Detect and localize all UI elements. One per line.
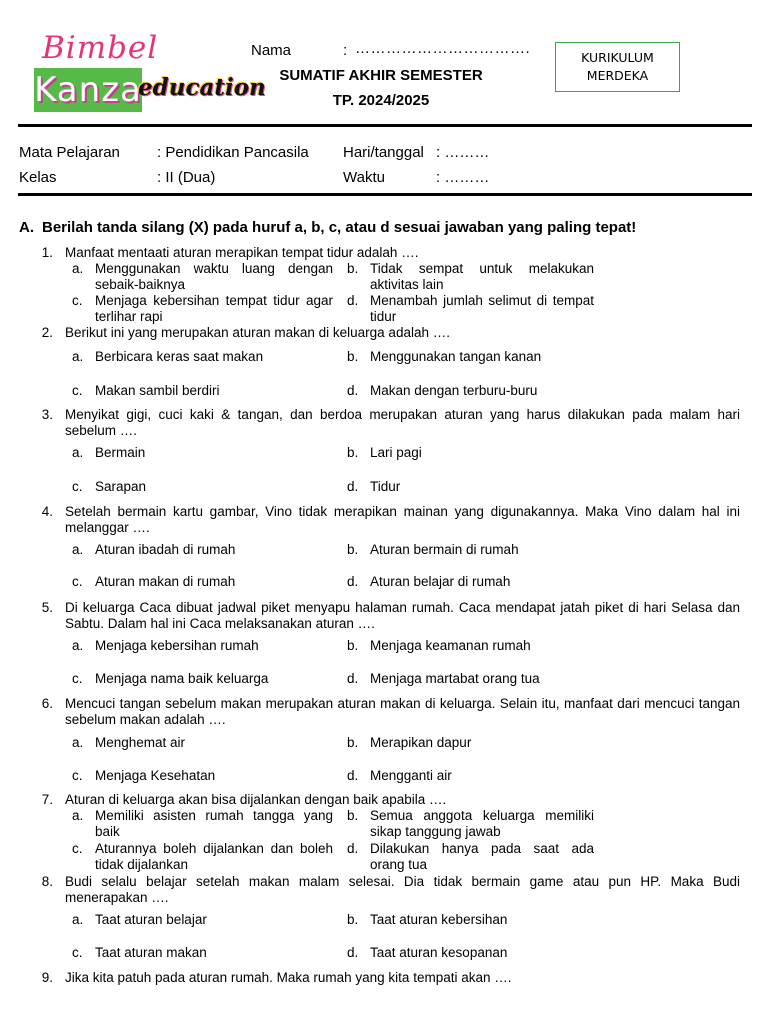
name-blank-field: ……………………………. bbox=[355, 40, 531, 57]
option-text: Taat aturan belajar bbox=[95, 912, 207, 927]
day-value: : ……… bbox=[436, 144, 490, 161]
option-text: Tidur bbox=[370, 479, 401, 494]
option-letter: d. bbox=[347, 671, 359, 686]
option-letter: a. bbox=[72, 912, 84, 927]
option-text: Dilakukan hanya pada saat ada orang tua bbox=[370, 841, 594, 872]
question-number: 2. bbox=[41, 325, 53, 340]
option-letter: d. bbox=[347, 945, 359, 960]
curriculum-badge bbox=[555, 42, 680, 92]
option-letter: d. bbox=[347, 293, 359, 308]
question-text: Berikut ini yang merupakan aturan makan di keluarga adalah …. bbox=[65, 325, 450, 340]
option-text: Aturan makan di rumah bbox=[95, 574, 236, 589]
option-letter: d. bbox=[347, 574, 359, 589]
logo-bimbel-text: Bimbel bbox=[42, 30, 159, 66]
question-text: Jika kita patuh pada aturan rumah. Maka rumah yang kita tempati akan …. bbox=[65, 970, 512, 985]
option-letter: b. bbox=[347, 542, 359, 557]
option-text: Tidak sempat untuk melakukan aktivitas lain bbox=[370, 261, 594, 292]
option-letter: b. bbox=[347, 808, 359, 823]
option-letter: c. bbox=[72, 383, 83, 398]
option-letter: b. bbox=[347, 445, 359, 460]
day-label: Hari/tanggal bbox=[343, 144, 424, 161]
option-letter: c. bbox=[72, 479, 83, 494]
option-text: Berbicara keras saat makan bbox=[95, 349, 264, 364]
option-text: Sarapan bbox=[95, 479, 147, 494]
option-text: Semua anggota keluarga memiliki sikap tanggung jawab bbox=[370, 808, 594, 839]
option-text: Menjaga keamanan rumah bbox=[370, 638, 531, 653]
subject-label: Mata Pelajaran bbox=[19, 144, 120, 161]
option-text: Aturannya boleh dijalankan dan boleh tidak dijalankan bbox=[95, 841, 333, 872]
question-number: 7. bbox=[41, 792, 53, 807]
option-letter: b. bbox=[347, 261, 359, 276]
time-label: Waktu bbox=[343, 169, 385, 186]
option-letter: d. bbox=[347, 479, 359, 494]
option-letter: b. bbox=[347, 349, 359, 364]
question-number: 5. bbox=[41, 600, 53, 615]
option-letter: b. bbox=[347, 912, 359, 927]
question-number: 6. bbox=[41, 696, 53, 711]
question-number: 1. bbox=[41, 245, 53, 260]
question-number: 4. bbox=[41, 504, 53, 519]
question-number: 3. bbox=[41, 407, 53, 422]
header-divider bbox=[18, 124, 752, 127]
question-text: Manfaat mentaati aturan merapikan tempat tidur adalah …. bbox=[65, 245, 419, 260]
option-letter: b. bbox=[347, 735, 359, 750]
option-text: Bermain bbox=[95, 445, 146, 460]
option-text: Menjaga Kesehatan bbox=[95, 768, 216, 783]
option-letter: a. bbox=[72, 445, 84, 460]
option-text: Menjaga martabat orang tua bbox=[370, 671, 540, 686]
option-text: Menjaga nama baik keluarga bbox=[95, 671, 269, 686]
option-letter: c. bbox=[72, 841, 83, 856]
option-text: Merapikan dapur bbox=[370, 735, 472, 750]
name-label: Nama bbox=[251, 42, 292, 59]
option-letter: a. bbox=[72, 735, 84, 750]
option-text: Menjaga kebersihan rumah bbox=[95, 638, 259, 653]
option-text: Taat aturan makan bbox=[95, 945, 207, 960]
section-letter: A. bbox=[19, 219, 34, 236]
option-letter: c. bbox=[72, 293, 83, 308]
curriculum-line-2: MERDEKA bbox=[586, 68, 649, 83]
question-number: 9. bbox=[41, 970, 53, 985]
option-letter: a. bbox=[72, 542, 84, 557]
option-letter: a. bbox=[72, 349, 84, 364]
option-letter: c. bbox=[72, 574, 83, 589]
name-colon: : bbox=[343, 42, 348, 59]
option-letter: a. bbox=[72, 808, 84, 823]
time-value: : ……… bbox=[436, 169, 490, 186]
question-text: Budi selalu belajar setelah makan malam selesai. Dia tidak bermain game atau pun HP. Maka Budi menerapakan …. bbox=[65, 874, 740, 905]
logo-kanza-block bbox=[34, 68, 142, 112]
option-text: Menjaga kebersihan tempat tidur agar terlihar rapi bbox=[95, 293, 333, 324]
option-text: Menggunakan tangan kanan bbox=[370, 349, 542, 364]
option-letter: c. bbox=[72, 945, 83, 960]
question-text: Mencuci tangan sebelum makan merupakan aturan makan di keluarga. Selain itu, manfaat dari mencuci tangan sebelum makan adalah …. bbox=[65, 696, 740, 727]
question-number: 8. bbox=[41, 874, 53, 889]
class-label: Kelas bbox=[19, 169, 57, 186]
option-text: Makan dengan terburu-buru bbox=[370, 383, 538, 398]
option-letter: d. bbox=[347, 383, 359, 398]
option-text: Taat aturan kebersihan bbox=[370, 912, 508, 927]
option-letter: b. bbox=[347, 638, 359, 653]
option-letter: c. bbox=[72, 671, 83, 686]
subject-value: : Pendidikan Pancasila bbox=[157, 144, 309, 161]
option-letter: a. bbox=[72, 261, 84, 276]
option-letter: a. bbox=[72, 638, 84, 653]
option-text: Menambah jumlah selimut di tempat tidur bbox=[370, 293, 594, 324]
option-letter: d. bbox=[347, 768, 359, 783]
option-text: Menggunakan waktu luang dengan sebaik-baiknya bbox=[95, 261, 333, 292]
option-text: Aturan belajar di rumah bbox=[370, 574, 511, 589]
option-text: Memiliki asisten rumah tangga yang baik bbox=[95, 808, 333, 839]
option-text: Lari pagi bbox=[370, 445, 422, 460]
option-text: Makan sambil berdiri bbox=[95, 383, 220, 398]
option-letter: d. bbox=[347, 841, 359, 856]
option-text: Aturan ibadah di rumah bbox=[95, 542, 236, 557]
option-letter: c. bbox=[72, 768, 83, 783]
logo-education-text: education bbox=[138, 74, 266, 101]
exam-title: SUMATIF AKHIR SEMESTER bbox=[279, 67, 483, 84]
logo-kanza-text: Kanza bbox=[34, 70, 142, 110]
section-instruction: Berilah tanda silang (X) pada huruf a, b, c, atau d sesuai jawaban yang paling tepat! bbox=[42, 219, 637, 236]
class-value: : II (Dua) bbox=[157, 169, 216, 186]
option-text: Aturan bermain di rumah bbox=[370, 542, 519, 557]
option-text: Mengganti air bbox=[370, 768, 452, 783]
option-text: Menghemat air bbox=[95, 735, 186, 750]
info-divider bbox=[18, 193, 752, 196]
option-text: Taat aturan kesopanan bbox=[370, 945, 508, 960]
exam-year: TP. 2024/2025 bbox=[332, 92, 430, 109]
question-text: Aturan di keluarga akan bisa dijalankan dengan baik apabila …. bbox=[65, 792, 447, 807]
question-text: Setelah bermain kartu gambar, Vino tidak merapikan mainan yang digunakannya. Maka Vino dalam hal ini melanggar …. bbox=[65, 504, 740, 535]
question-text: Di keluarga Caca dibuat jadwal piket menyapu halaman rumah. Caca mendapat jatah piket di hari Selasa dan Sabtu. Dalam hal ini Caca melaksanakan aturan …. bbox=[65, 600, 740, 631]
question-text: Menyikat gigi, cuci kaki & tangan, dan berdoa merupakan aturan yang harus dilakukan pada malam hari sebelum …. bbox=[65, 407, 740, 438]
curriculum-line-1: KURIKULUM bbox=[581, 50, 654, 65]
